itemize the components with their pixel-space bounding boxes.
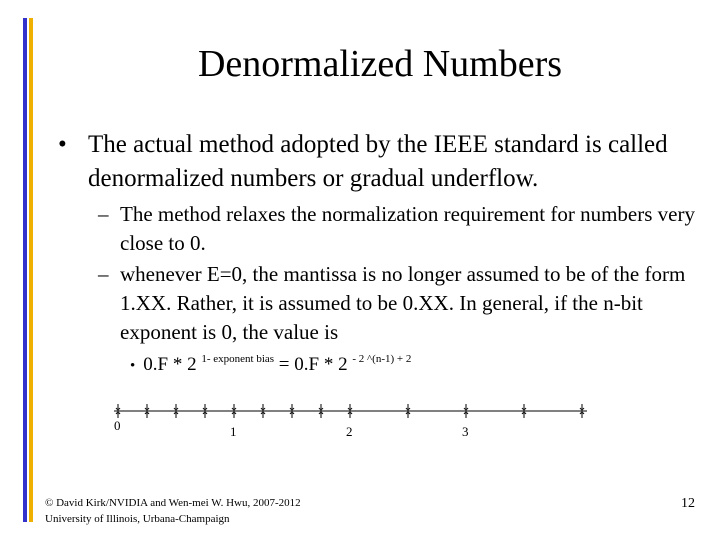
footer [45, 495, 301, 527]
main-bullet-text: The actual method adopted by the IEEE standard is called denormalized numbers or gradual underflow. [88, 131, 668, 192]
footer-institution: University of Illinois, Urbana-Champaign [45, 513, 230, 525]
number-line-tick [317, 404, 325, 418]
sub-bullet-marker: – [98, 262, 109, 286]
number-line-label: 0 [114, 418, 121, 433]
footer-copyright: © David Kirk/NVIDIA and Wen-mei W. Hwu, 2007-2012 [45, 497, 301, 509]
formula-left: 0.F * 2 [143, 354, 197, 375]
number-line-tick [172, 404, 180, 418]
number-line-tick [143, 404, 151, 418]
formula-right: = 0.F * 2 [278, 354, 348, 375]
main-bullet [58, 128, 698, 196]
number-line-tick [462, 404, 470, 418]
number-line-tick [578, 404, 586, 418]
bullet-marker: • [58, 131, 67, 158]
formula [130, 353, 411, 376]
number-line-tick [230, 404, 238, 418]
number-line-tick [346, 404, 354, 418]
slide-title: Denormalized Numbers [197, 43, 563, 85]
number-line-tick [201, 404, 209, 418]
sub-bullet-text: The method relaxes the normalization requirement for numbers very close to 0. [120, 202, 695, 255]
number-line-tick [288, 404, 296, 418]
number-line-label: 3 [462, 424, 469, 439]
formula-marker: • [130, 358, 136, 374]
number-line-tick [114, 404, 122, 418]
number-line-tick [520, 404, 528, 418]
number-line-tick [404, 404, 412, 418]
sub-bullet-text: whenever E=0, the mantissa is no longer assumed to be of the form 1.XX. Rather, it is assumed to be 0.XX. In general, if the n-bit exponent is 0, the value is [120, 262, 686, 344]
sub-bullet-2 [98, 260, 703, 347]
number-line-label: 2 [346, 424, 353, 439]
formula-right-exponent: - 2 ^(n-1) + 2 [352, 353, 412, 365]
sub-bullet-marker: – [98, 202, 109, 226]
page-number: 12 [681, 496, 695, 511]
number-line-label: 1 [230, 424, 237, 439]
number-line-tick [259, 404, 267, 418]
formula-left-exponent: 1- exponent bias [201, 353, 275, 365]
left-accent-bar-gold [29, 18, 33, 522]
left-accent-bar-blue [23, 18, 27, 522]
sub-bullet-1 [98, 200, 703, 258]
